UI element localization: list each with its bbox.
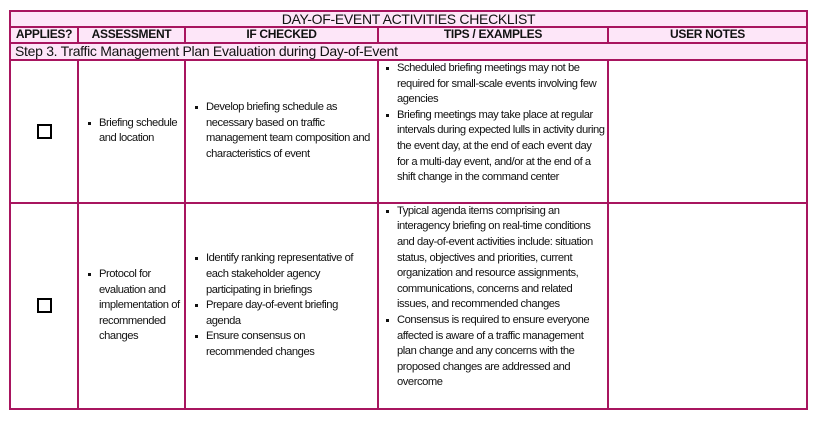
- assessment-item: Briefing schedule and location: [87, 116, 180, 147]
- applies-cell: [10, 203, 78, 409]
- assessment-item: Protocol for evaluation and implementation of recommended changes: [87, 267, 180, 345]
- checklist-table: [9, 10, 808, 410]
- column-header-assessment: ASSESSMENT: [78, 27, 185, 42]
- tip-item: Scheduled briefing meetings may not be required for small-scale events involving few agencies: [385, 61, 605, 108]
- header-row: [10, 27, 807, 42]
- user-notes-cell[interactable]: [608, 60, 807, 203]
- title-row: [10, 11, 807, 27]
- if-checked-item: Ensure consensus on recommended changes: [194, 329, 373, 360]
- column-header-if-checked: IF CHECKED: [185, 27, 378, 42]
- step-row: [10, 43, 807, 60]
- tip-item: Briefing meetings may take place at regular intervals during expected lulls in activity during the event day, at the end of each event day for a multi-day event, and/or at the end of a shift change in the command center: [385, 108, 605, 186]
- tips-cell: [378, 60, 608, 203]
- assessment-cell: [78, 60, 185, 203]
- table-row: [10, 60, 807, 203]
- checklist-title: DAY-OF-EVENT ACTIVITIES CHECKLIST: [10, 11, 807, 27]
- if-checked-cell: [185, 203, 378, 409]
- table-row: [10, 203, 807, 409]
- if-checked-item: Identify ranking representative of each stakeholder agency participating in briefings: [194, 251, 373, 298]
- applies-checkbox[interactable]: [37, 298, 52, 313]
- tip-item: Typical agenda items comprising an interagency briefing on real-time conditions and day-of-event activities include: situation status, objectives and priorities, current organization and resource assignments, communications, concerns and related issues, and recommended changes: [385, 204, 605, 313]
- column-header-tips: TIPS / EXAMPLES: [378, 27, 608, 42]
- if-checked-item: Develop briefing schedule as necessary based on traffic management team composition and characteristics of event: [194, 100, 373, 162]
- if-checked-item: Prepare day-of-event briefing agenda: [194, 298, 373, 329]
- column-header-user-notes: USER NOTES: [608, 27, 807, 42]
- tip-item: Consensus is required to ensure everyone affected is aware of a traffic management plan change and any concerns with the proposed changes are addressed and overcome: [385, 313, 605, 391]
- applies-checkbox[interactable]: [37, 124, 52, 139]
- if-checked-cell: [185, 60, 378, 203]
- assessment-cell: [78, 203, 185, 409]
- step-heading: Step 3. Traffic Management Plan Evaluation during Day-of-Event: [10, 43, 807, 60]
- column-header-applies: APPLIES?: [10, 27, 78, 42]
- user-notes-cell[interactable]: [608, 203, 807, 409]
- applies-cell: [10, 60, 78, 203]
- tips-cell: [378, 203, 608, 409]
